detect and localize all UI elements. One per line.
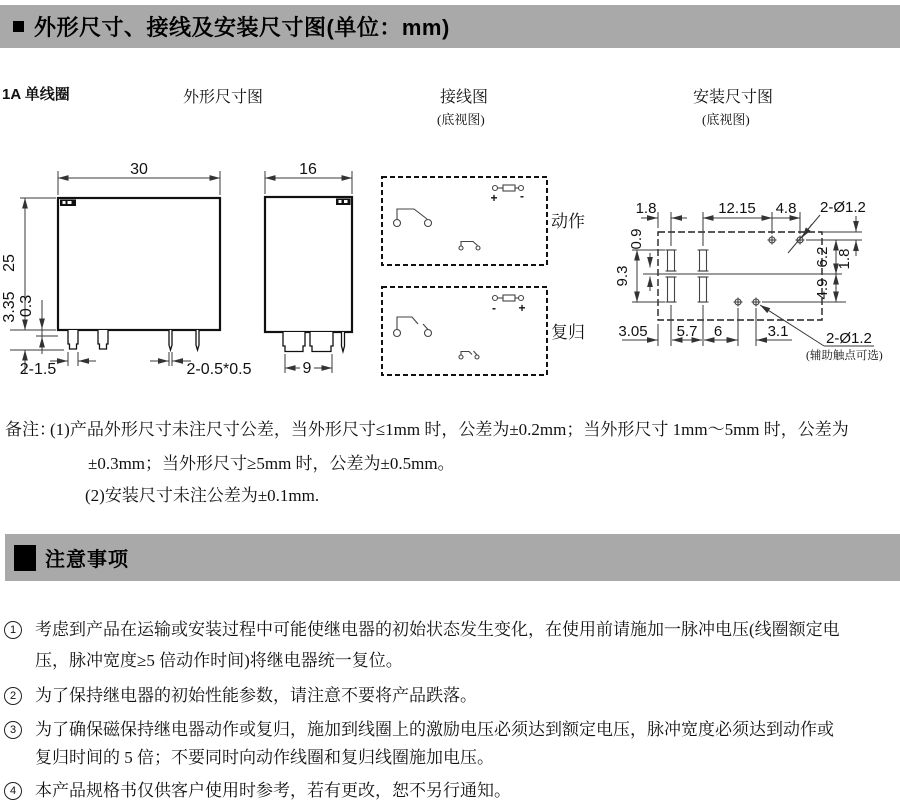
mounting-view-title: 安装尺寸图	[693, 89, 774, 106]
remarks-line-1: (1)产品外形尺寸未注尺寸公差，当外形尺寸≤1mm 时，公差为±0.2mm；当外形尺寸 1mm～5mm 时，公差为	[50, 420, 849, 439]
remarks-line-2: ±0.3mm；当外形尺寸≥5mm 时，公差为±0.5mm。	[88, 454, 455, 473]
dim-6: 6	[713, 323, 723, 340]
dim-4-9: 4.9	[814, 278, 831, 300]
wiring-view-title: 接线图	[440, 89, 489, 106]
section-title: 外形尺寸、接线及安装尺寸图(单位：mm)	[34, 15, 450, 40]
section-bullet-icon	[13, 21, 24, 32]
note-line: 本产品规格书仅供客户使用时参考，若有更改，恕不另行通知。	[35, 781, 511, 800]
wiring-diagram-set	[382, 177, 585, 265]
dim-1-8-left: 1.8	[635, 200, 657, 217]
dim-1-8-right: 1.8	[836, 248, 853, 270]
note-line: 为了确保磁保持继电器动作或复归，施加到线圈上的激励电压必须达到额定电压，脉冲宽度必须达到动作或	[35, 720, 834, 739]
section-header-dimensions	[0, 5, 900, 48]
dim-12-15: 12.15	[718, 200, 756, 217]
section-title: 注意事项	[45, 549, 129, 571]
coil-minus-sign: -	[492, 301, 496, 315]
mounting-view-drawing	[614, 199, 883, 362]
outline-side-view	[265, 161, 352, 377]
outline-view-title: 外形尺寸图	[183, 89, 264, 106]
coil-plus-sign: +	[518, 301, 526, 315]
product-type-label: 1A 单线圈	[2, 86, 70, 103]
outline-front-view	[1, 161, 252, 378]
dim-3-05: 3.05	[618, 323, 648, 340]
holes-top-label: 2-Ø1.2	[820, 199, 866, 216]
coil-minus-sign: -	[520, 189, 524, 203]
drawings-canvas	[0, 150, 900, 410]
wiring-set-label: 动作	[551, 212, 585, 231]
mounting-view-subtitle: (底视图)	[702, 112, 750, 127]
note-number-badge: 3	[4, 721, 22, 739]
note-number-badge: 4	[4, 782, 22, 800]
wiring-diagram-reset	[382, 287, 585, 375]
dim-16: 16	[299, 161, 317, 178]
note-line: 为了保持继电器的初始性能参数，请注意不要将产品跌落。	[35, 686, 477, 705]
remarks-label: 备注：	[5, 420, 56, 439]
wiring-view-subtitle: (底视图)	[437, 112, 485, 127]
dim-pins-left: 2-1.5	[19, 361, 57, 378]
note-number-badge: 1	[4, 621, 22, 639]
remarks-line-3: (2)安装尺寸未注公差为±0.1mm.	[85, 486, 320, 505]
dim-30: 30	[130, 161, 148, 178]
note-number-badge: 2	[4, 687, 22, 705]
terminal-slots	[666, 250, 709, 302]
dim-9: 9	[302, 360, 312, 377]
dim-3-1: 3.1	[767, 323, 789, 340]
dim-9-3: 9.3	[614, 265, 631, 287]
note-line: 考虑到产品在运输或安装过程中可能使继电器的初始状态发生变化，在使用前请施加一脉冲电压(线圈额定电	[35, 620, 840, 639]
dim-25: 25	[1, 254, 18, 272]
coil-plus-sign: +	[490, 191, 498, 205]
note-line: 复归时间的 5 倍；不要同时向动作线圈和复归线圈施加电压。	[35, 748, 494, 767]
section-bullet-icon	[14, 545, 36, 571]
note-line: 压，脉冲宽度≥5 倍动作时间)将继电器统一复位。	[35, 651, 403, 670]
section-header-precautions	[5, 534, 900, 581]
dim-3-35: 3.35	[1, 291, 18, 323]
dim-0-9: 0.9	[628, 228, 645, 250]
dim-4-8: 4.8	[775, 200, 797, 217]
holes-bottom-note: (辅助触点可选)	[806, 350, 883, 362]
dim-6-2: 6.2	[814, 246, 831, 268]
dim-pins-right: 2-0.5*0.5	[186, 361, 252, 378]
holes-bottom-label: 2-Ø1.2	[826, 330, 872, 347]
dim-5-7: 5.7	[676, 323, 698, 340]
dim-0-3: 0.3	[18, 294, 35, 318]
wiring-reset-label: 复归	[551, 323, 585, 342]
